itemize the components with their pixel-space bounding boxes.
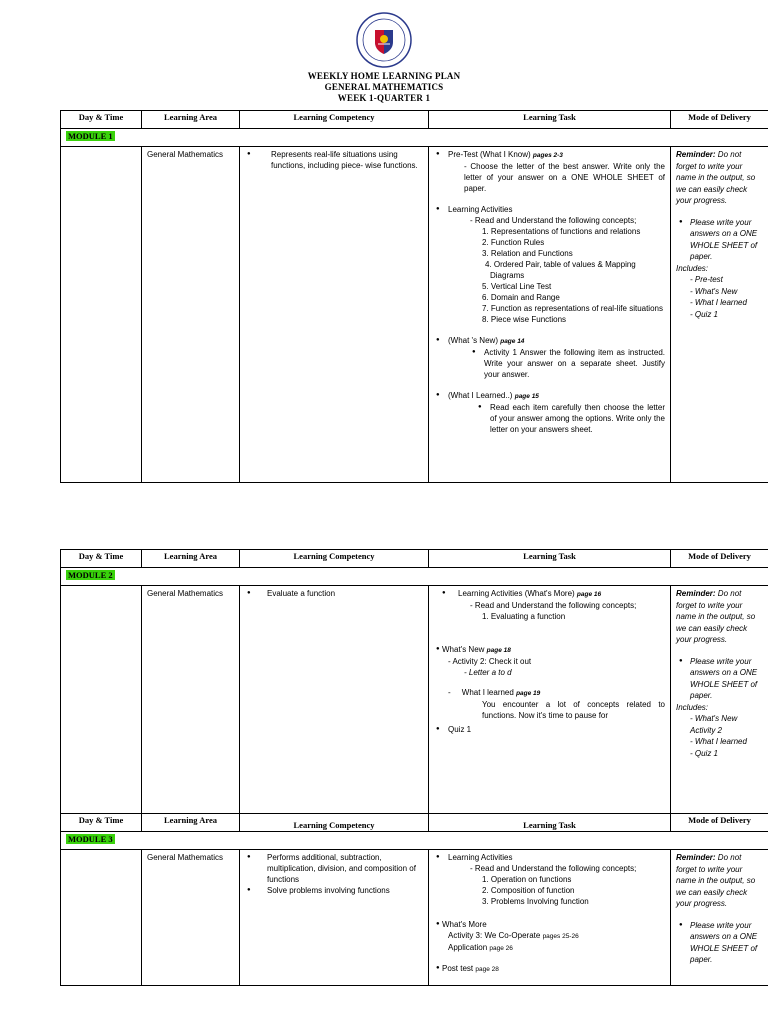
module-row: [61, 129, 768, 147]
reminder-text: Do not forget to write your name in the output, so we can easily check your progress.: [676, 853, 756, 908]
learning-area-cell: General Mathematics: [142, 850, 240, 986]
title-line-2: GENERAL MATHEMATICS: [324, 82, 444, 92]
concept-item: 6. Domain and Range: [482, 293, 560, 302]
includes-label: Includes:: [676, 702, 709, 712]
whats-new-text: ● Activity 1 Answer the following item as instructed. Write your answer on a separate sheet. Justify your answer.: [470, 347, 665, 380]
day-time-cell: [61, 586, 142, 814]
pretest-text: - Choose the letter of the best answer. Write only the letter of your answer on a ONE WHOLE SHEET of paper.: [464, 162, 665, 193]
competency-item: ● Evaluate a function: [245, 588, 423, 599]
competency-cell: [240, 850, 429, 986]
module-1-label: MODULE 1: [68, 131, 113, 141]
concept-item: 1. Evaluating a function: [482, 612, 566, 621]
reminder-text: Do not forget to write your name in the output, so we can easily check your progress.: [676, 589, 756, 644]
col-mode-of-delivery: Mode of Delivery: [671, 814, 768, 832]
col-learning-area: Learning Area: [142, 111, 240, 129]
concept-item: 3. Relation and Functions: [482, 249, 573, 258]
title-line-1: WEEKLY HOME LEARNING PLAN: [307, 71, 461, 81]
learning-area-cell: General Mathematics: [142, 147, 240, 483]
col-learning-competency: Learning Competency: [240, 814, 429, 832]
learning-activities-title: ● Learning Activities: [434, 852, 665, 863]
concepts-intro: - Read and Understand the following concepts;: [470, 601, 637, 610]
col-learning-area: Learning Area: [142, 814, 240, 832]
module-2-content-row: [61, 586, 768, 814]
includes-item: - Quiz 1: [690, 748, 719, 758]
concepts-intro: - Read and Understand the following concepts;: [470, 216, 637, 225]
reminder-label: Reminder:: [676, 853, 716, 862]
whats-new-page: page 18: [486, 647, 511, 654]
concept-item: 2. Function Rules: [482, 238, 545, 247]
col-day-time: Day & Time: [61, 814, 142, 832]
please-note: ● Please write your answers on a ONE WHOLE SHEET of paper.: [676, 217, 763, 263]
learned-dash: -: [448, 688, 451, 697]
application-page: page 26: [489, 945, 513, 952]
what-i-learned-page: page 19: [516, 690, 541, 697]
concept-item: 8. Piece wise Functions: [482, 315, 567, 324]
concept-item: 7. Function as representations of real-life situations: [482, 304, 663, 313]
day-time-cell: [61, 147, 142, 483]
includes-item: - Quiz 1: [690, 309, 719, 319]
whats-new-title: (What 's New): [448, 336, 498, 345]
task-cell: [429, 850, 671, 986]
title-line-3: WEEK 1-QUARTER 1: [337, 93, 431, 103]
learning-activities-title: Learning Activities (What's More): [458, 589, 575, 598]
activity-3-label: Activity 3: We Co-Operate: [448, 931, 541, 940]
application-label: Application: [448, 943, 488, 952]
competency-item: ● Represents real-life situations using functions, including piece- wise functions.: [245, 149, 423, 171]
whats-more-title: ● What's More: [434, 919, 665, 930]
reminder-text: Do not forget to write your name in the output, so we can easily check your progress.: [676, 150, 756, 205]
what-i-learned-text: ● Read each item carefully then choose the letter of your answer among the options. Write only the letter on your answers sheet.: [476, 402, 665, 435]
mode-cell: [671, 586, 768, 814]
post-test-page: page 28: [475, 966, 499, 973]
what-i-learned-text: You encounter a lot of concepts related to functions. Now it's time to pause for: [482, 700, 665, 720]
module-3-content-row: [61, 850, 768, 986]
includes-label: Includes:: [676, 263, 709, 273]
competency-cell: [240, 147, 429, 483]
module-2-label: MODULE 2: [68, 570, 113, 580]
learning-activities-title: ● Learning Activities: [434, 204, 665, 215]
header-row: [61, 550, 768, 568]
task-cell: [429, 586, 671, 814]
reminder-label: Reminder:: [676, 150, 716, 159]
concept-item: 4. Ordered Pair, table of values & Mapping Diagrams: [485, 260, 636, 280]
col-learning-task: Learning Task: [429, 111, 671, 129]
module-row: [61, 832, 768, 850]
activity-3-page: pages 25-26: [542, 933, 579, 940]
module-row: [61, 568, 768, 586]
concept-item: 5. Vertical Line Test: [482, 282, 552, 291]
whats-new-page: page 14: [500, 338, 525, 345]
plan-table-module-2-3: [60, 549, 768, 986]
learning-area-cell: General Mathematics: [142, 586, 240, 814]
mode-cell: [671, 147, 768, 483]
includes-item: - What's New: [690, 286, 738, 296]
module-1-content-row: [61, 147, 768, 483]
includes-item: - What I learned: [690, 298, 747, 307]
includes-item: - What's New Activity 2: [690, 714, 738, 735]
col-learning-competency: Learning Competency: [240, 111, 429, 129]
please-note: ● Please write your answers on a ONE WHOLE SHEET of paper.: [676, 656, 763, 702]
concept-item: 3. Problems Involving function: [482, 897, 589, 906]
competency-item: ● Solve problems involving functions: [245, 885, 423, 896]
plan-table-module-1: [60, 110, 768, 483]
col-learning-task: Learning Task: [429, 550, 671, 568]
whats-new-title: What's New: [442, 645, 485, 654]
col-learning-task: Learning Task: [429, 814, 671, 832]
day-time-cell: [61, 850, 142, 986]
module-3-label: MODULE 3: [68, 834, 113, 844]
activity-2-sub: - Letter a to d: [464, 668, 512, 677]
header-row: [61, 814, 768, 832]
pretest-page: pages 2-3: [532, 152, 563, 159]
col-mode-of-delivery: Mode of Delivery: [671, 550, 768, 568]
concept-item: 1. Operation on functions: [482, 875, 572, 884]
col-mode-of-delivery: Mode of Delivery: [671, 111, 768, 129]
learning-activities-page: page 16: [576, 591, 602, 598]
col-day-time: Day & Time: [61, 111, 142, 129]
task-cell: [429, 147, 671, 483]
concepts-intro: - Read and Understand the following concepts;: [470, 864, 637, 873]
what-i-learned-title: What I learned: [461, 688, 514, 697]
concept-item: 1. Representations of functions and relations: [482, 227, 641, 236]
please-note: ● Please write your answers on a ONE WHOLE SHEET of paper.: [676, 920, 763, 966]
competency-item: ● Performs additional, subtraction, multiplication, division, and composition of functions: [245, 852, 423, 885]
concept-item: 2. Composition of function: [482, 886, 575, 895]
what-i-learned-title: (What I Learned..): [448, 391, 513, 400]
includes-item: - Pre-test: [690, 275, 723, 284]
deped-seal-logo: [356, 12, 412, 68]
col-day-time: Day & Time: [61, 550, 142, 568]
reminder-label: Reminder:: [676, 589, 716, 598]
mode-cell: [671, 850, 768, 986]
pretest-title: Pre-Test (What I Know): [448, 150, 531, 159]
activity-2-label: - Activity 2: Check it out: [448, 657, 532, 666]
header-row: [61, 111, 768, 129]
col-learning-competency: Learning Competency: [240, 550, 429, 568]
post-test-label: Post test: [442, 964, 474, 973]
col-learning-area: Learning Area: [142, 550, 240, 568]
competency-cell: [240, 586, 429, 814]
what-i-learned-page: page 15: [514, 393, 539, 400]
quiz-item: ● Quiz 1: [434, 724, 665, 735]
includes-item: - What I learned: [690, 737, 747, 746]
